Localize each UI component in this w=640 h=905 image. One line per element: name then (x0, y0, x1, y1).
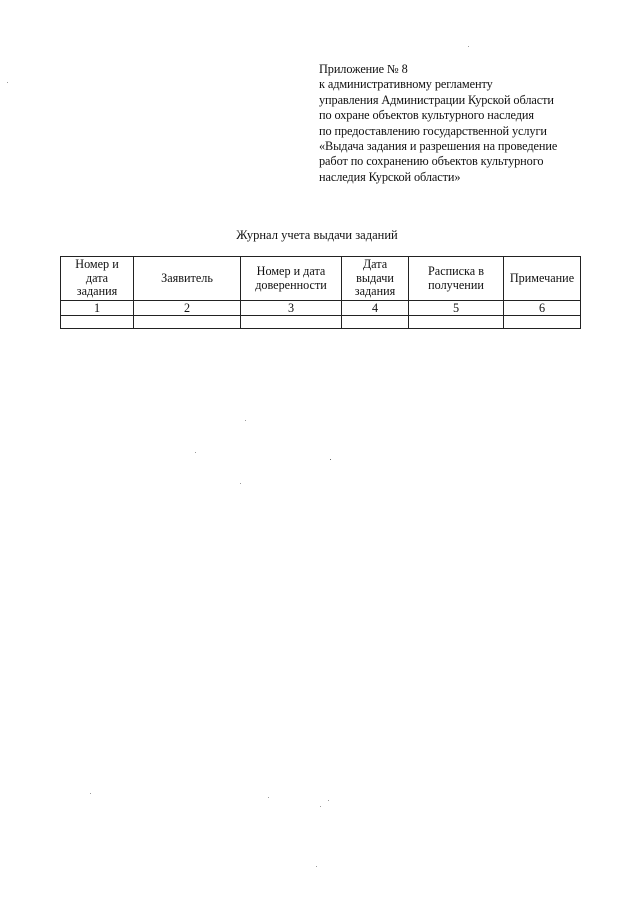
column-number: 2 (134, 301, 241, 316)
header-line: доверенности (255, 277, 327, 292)
column-header-note (504, 257, 581, 301)
column-header-receipt (409, 257, 504, 301)
scan-speck (330, 459, 331, 460)
journal-title (0, 227, 640, 243)
table-header-row (61, 257, 581, 301)
header-line: Заявитель (161, 270, 213, 285)
header-line: Расписка в (428, 263, 484, 278)
column-header-issue-date (342, 257, 409, 301)
journal-title-text: Журнал учета выдачи заданий (236, 228, 398, 242)
scan-speck (268, 797, 269, 798)
column-header-task-number (61, 257, 134, 301)
table-cell (134, 316, 241, 329)
column-number: 3 (241, 301, 342, 316)
annex-line: работ по сохранению объектов культурного (319, 154, 544, 169)
table-row-column-numbers (61, 301, 581, 316)
scan-speck (90, 793, 91, 794)
column-header-power-of-attorney (241, 257, 342, 301)
annex-header (319, 62, 619, 185)
header-line: Номер и (75, 257, 119, 272)
scan-speck (320, 806, 321, 807)
header-line: дата (85, 270, 109, 285)
column-number: 6 (504, 301, 581, 316)
annex-line: по предоставлению государственной услуги (319, 123, 547, 138)
header-line: Примечание (509, 270, 575, 285)
header-line: выдачи (356, 270, 394, 285)
table-row-empty (61, 316, 581, 329)
scan-speck (328, 800, 329, 801)
annex-line: по охране объектов культурного наследия (319, 108, 534, 123)
scan-speck (7, 82, 8, 83)
header-line: Дата (362, 257, 388, 272)
annex-line: наследия Курской области» (319, 169, 461, 184)
scan-speck (468, 46, 469, 47)
table-cell (409, 316, 504, 329)
column-number: 1 (61, 301, 134, 316)
scan-speck (195, 452, 196, 453)
column-number: 5 (409, 301, 504, 316)
header-line: получении (428, 277, 484, 292)
table-cell (61, 316, 134, 329)
table-cell (504, 316, 581, 329)
annex-line: «Выдача задания и разрешения на проведение (319, 139, 558, 154)
column-header-applicant (134, 257, 241, 301)
header-line: Номер и дата (256, 263, 326, 278)
scan-speck (245, 420, 246, 421)
annex-line: Приложение № 8 (319, 62, 408, 76)
journal-table (60, 256, 581, 329)
scan-speck (240, 483, 241, 484)
header-line: задания (354, 284, 396, 299)
table-cell (241, 316, 342, 329)
header-line: задания (76, 284, 118, 299)
column-number: 4 (342, 301, 409, 316)
scan-speck (316, 866, 317, 867)
annex-line: к административному регламенту (319, 77, 493, 92)
table-cell (342, 316, 409, 329)
annex-line: управления Администрации Курской области (319, 92, 554, 107)
